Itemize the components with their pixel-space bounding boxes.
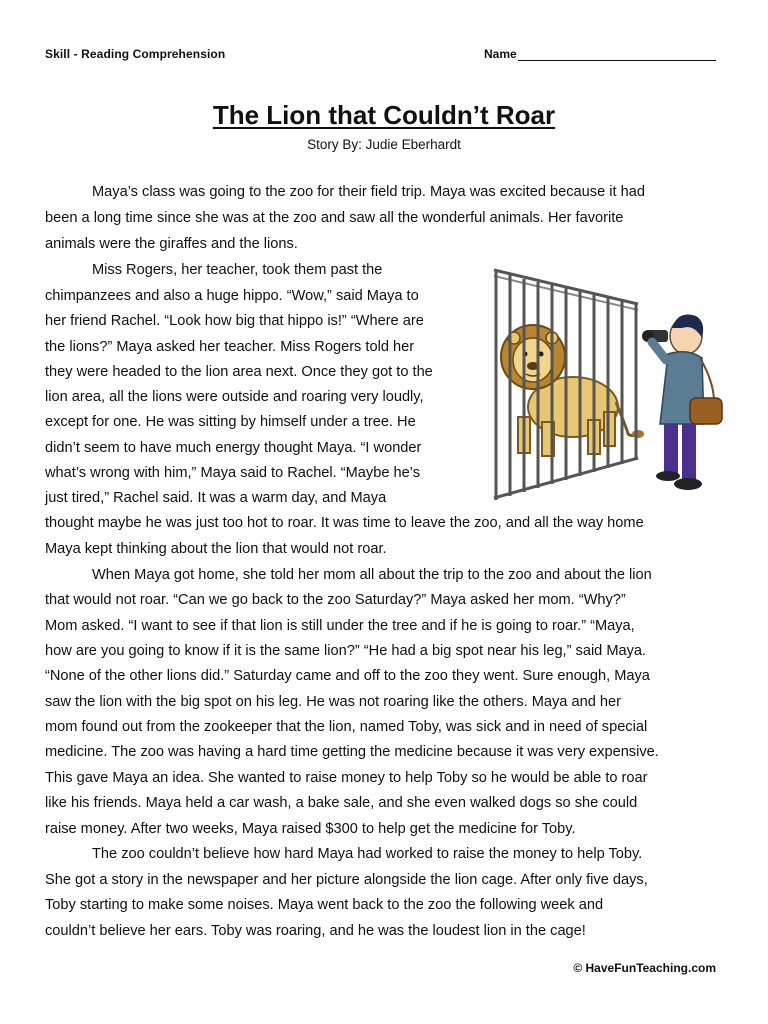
story-line: didn’t seem to have much energy thought Maya. “I wonder [45,440,422,456]
story-line: chimpanzees and also a huge hippo. “Wow,” said Maya to [45,288,419,304]
story-line: couldn’t believe her ears. Toby was roaring, and he was the loudest lion in the cage! [45,923,586,939]
story-line: that would not roar. “Can we go back to the zoo Saturday?” Maya asked her mom. “Why?” [45,592,626,608]
story-line: saw the lion with the big spot on his leg. He was not roaring like the others. Maya and her [45,694,621,710]
story-line: just tired,” Rachel said. It was a warm day, and Maya [45,490,387,506]
story-line: She got a story in the newspaper and her picture alongside the lion cage. After only five days, [45,872,648,888]
story-line: animals were the giraffes and the lions. [45,236,298,252]
copyright-footer: © HaveFunTeaching.com [573,961,716,975]
story-line: her friend Rachel. “Look how big that hippo is!” “Where are [45,313,424,329]
story-line: lion area, all the lions were outside and roaring very loudly, [45,389,424,405]
story-line: medicine. The zoo was having a hard time getting the medicine because it was very expensive. [45,744,659,760]
story-line: Maya’s class was going to the zoo for their field trip. Maya was excited because it had [92,184,645,200]
story-line: what’s wrong with him,” Maya said to Rachel. “Maybe he’s [45,465,421,481]
story-line: how are you going to know if it is the same lion?” “He had a big spot near his leg,” said Maya. [45,643,647,659]
story-line: Miss Rogers, her teacher, took them past the [92,262,383,278]
story-line: This gave Maya an idea. She wanted to raise money to help Toby so he would be able to roar [45,770,648,786]
story-line: Toby starting to make some noises. Maya went back to the zoo the following week and [45,897,604,913]
story-byline: Story By: Judie Eberhardt [307,137,461,152]
name-blank-line [518,48,716,61]
story-line: the lions?” Maya asked her teacher. Miss Rogers told her [45,339,415,355]
name-field [484,47,716,61]
name-label: Name [484,47,517,61]
story-title: The Lion that Couldn’t Roar [212,100,556,130]
story-line: mom found out from the zookeeper that the lion, named Toby, was sick and in need of special [45,719,648,735]
story-line: Maya kept thinking about the lion that would not roar. [45,541,387,557]
story-line: like his friends. Maya held a car wash, a bake sale, and she even walked dogs so she could [45,795,638,811]
story-line: raise money. After two weeks, Maya raised $300 to help get the medicine for Toby. [45,821,576,837]
story-line: The zoo couldn’t believe how hard Maya had worked to raise the money to help Toby. [92,846,643,862]
story-line: been a long time since she was at the zoo and saw all the wonderful animals. Her favorite [45,210,624,226]
story-line: Mom asked. “I want to see if that lion is still under the tree and if he is going to roar.” “Maya, [45,618,635,634]
story-line: thought maybe he was just too hot to roar. It was time to leave the zoo, and all the way home [45,515,644,531]
story-line: When Maya got home, she told her mom all about the trip to the zoo and about the lion [92,567,652,583]
story-line: except for one. He was sitting by himself under a tree. He [45,414,416,430]
story-line: “None of the other lions did.” Saturday came and off to the zoo they went. Sure enough, Maya [45,668,650,684]
story-line: they were headed to the lion area next. Once they got to the [45,364,433,380]
lion-cage-illustration [488,262,728,502]
skill-label: Skill - Reading Comprehension [45,47,226,61]
